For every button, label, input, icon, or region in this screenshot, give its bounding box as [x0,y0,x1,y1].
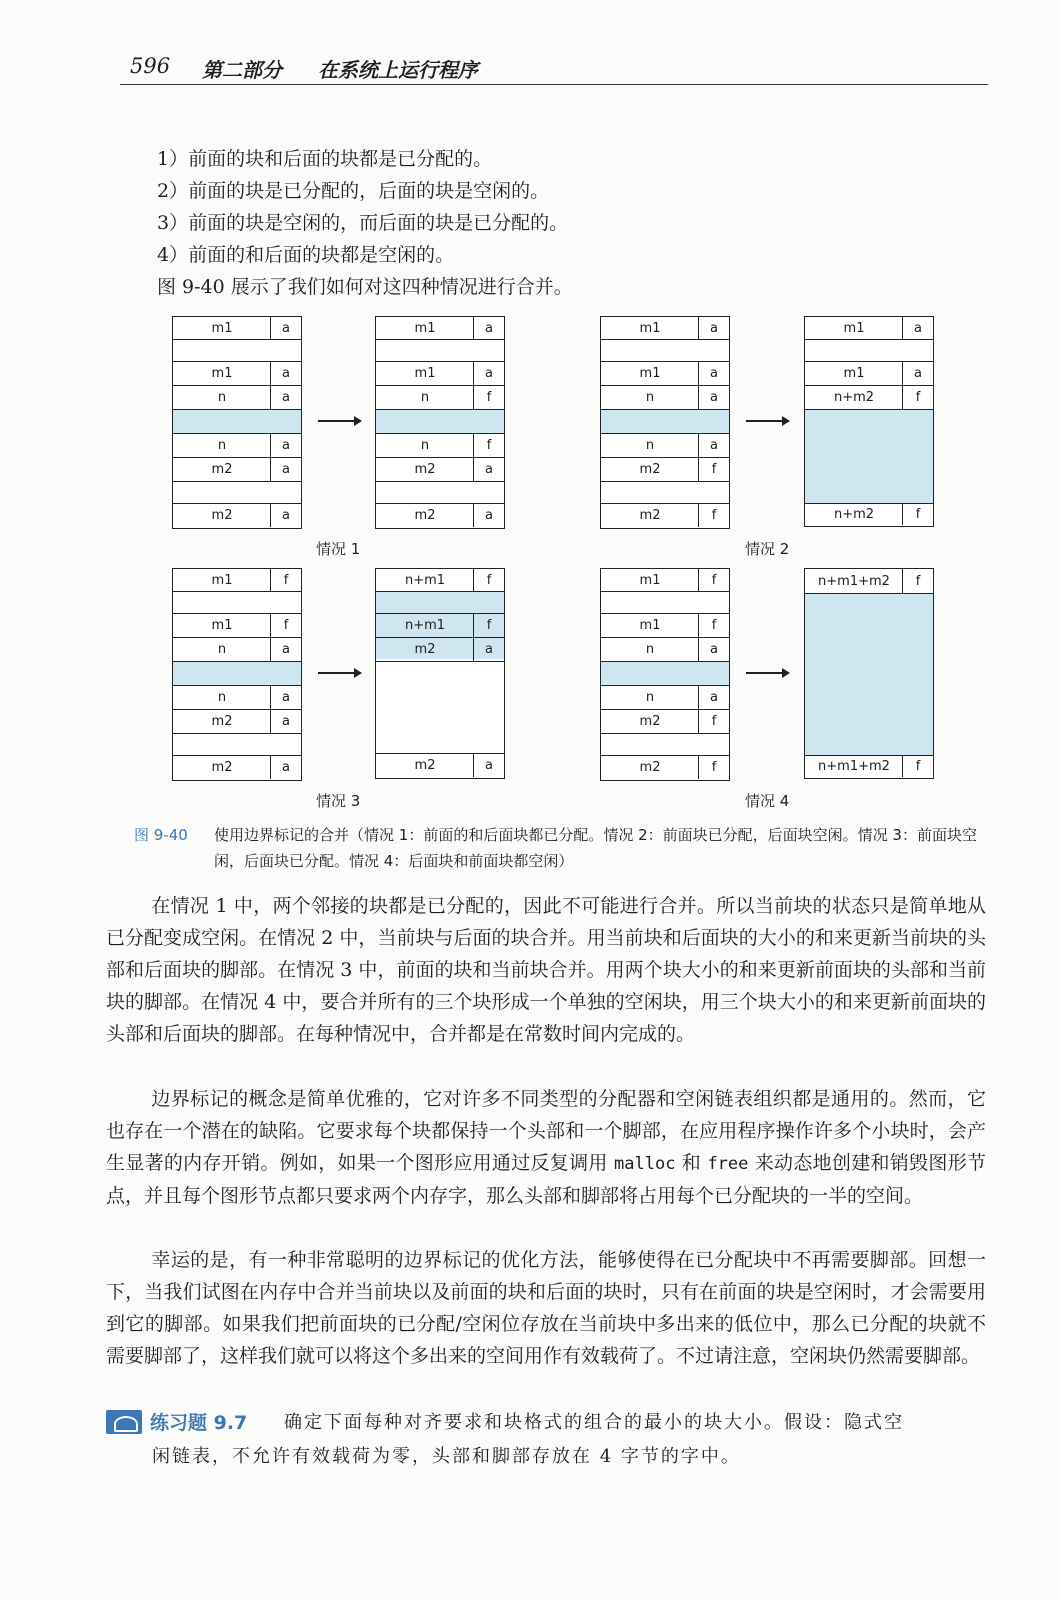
tag-row [601,361,729,385]
tag-row [601,637,729,661]
size-label: m1 [639,366,661,381]
size-label: m1 [639,320,661,336]
code-malloc: malloc [614,1154,676,1174]
size-label: m2 [639,462,661,477]
free-region [376,409,504,433]
tag-row [376,569,504,591]
size-label: m1 [639,572,661,588]
free-region [601,409,729,433]
alloc-bit: a [473,638,504,661]
size-label: n+m1+m2 [818,759,890,774]
tag-row [805,317,933,339]
tag-row [601,457,729,481]
alloc-bit: a [473,754,504,777]
free-region [173,409,301,433]
figure-intro: 图 9-40 展示了我们如何对这四种情况进行合并。 [157,276,573,298]
tag-row [376,433,504,457]
memory-block-before-case-4 [600,568,730,781]
tag-row [173,685,301,709]
alloc-bit: a [902,362,933,385]
case-label: 情况 1 [316,540,361,558]
alloc-bit: a [270,386,301,409]
size-label: m2 [211,462,233,477]
alloc-bit: f [902,504,933,525]
tag-row [601,317,729,339]
size-label: m2 [211,760,233,775]
memory-block-after-case-4 [804,568,934,779]
alloc-bit: a [698,686,729,709]
list-item: 1）前面的块和后面的块都是已分配的。 [157,148,493,170]
alloc-bit: f [902,756,933,777]
size-label: n [420,390,430,405]
tag-row [805,569,933,593]
size-label: n+m2 [833,507,875,522]
tag-row [173,457,301,481]
size-label: m2 [639,714,661,729]
tag-row [805,385,933,409]
size-label: m2 [414,642,436,657]
size-label: m1 [414,366,436,381]
alloc-bit: f [270,569,301,591]
size-label: n [645,690,655,705]
alloc-bit: a [270,362,301,385]
size-label: n+m1 [404,618,446,633]
alloc-bit: a [698,317,729,339]
payload-row [173,481,301,503]
alloc-bit: a [698,638,729,661]
tag-row [376,753,504,777]
size-label: m1 [211,366,233,381]
tag-row [376,613,504,637]
size-label: n [217,438,227,453]
alloc-bit: a [698,434,729,457]
practice-text-line1: 确定下面每种对齐要求和块格式的组合的最小的块大小。假设：隐式空 [284,1412,904,1433]
alloc-bit: a [473,362,504,385]
alloc-bit: f [473,569,504,591]
list-item: 4）前面的和后面的块都是空闲的。 [157,244,455,266]
tag-row [601,613,729,637]
free-region [601,661,729,685]
paragraph-text: 边界标记的概念是简单优雅的，它对许多不同类型的分配器和空闲链表组织都是通用的。然而，它也存在一个潜在的缺陷。它要求每个块都保持一个头部和一个脚部，在应用程序操作许多个小块时，会产生显著的内存开销。例如，如果一个图形应用通过反复调用 [106,1088,986,1174]
paragraph-text: 在情况 1 中，两个邻接的块都是已分配的，因此不可能进行合并。所以当前块的状态只是简单地从已分配变成空闲。在情况 2 中，当前块与后面的块合并。用当前块和后面块的大小的和来更新当前块的头部和后面块的脚部。在情况 3 中，前面的块和当前块合并。用两个块大小的和来更新前面块的头部和当前块的脚部。在情况 4 中，要合并所有的三个块形成一个单独的空闲块，用三个块大小的和来更新前面块的头部和后面块的脚部。在每种情况中，合并都是在常数时间内完成的。 [106,895,986,1045]
practice-title: 练习题 9.7 [150,1412,248,1434]
tag-row [601,755,729,779]
caption-text: 使用边界标记的合并（情况 1：前面的和后面块都已分配。情况 2：前面块已分配，后面块空闲。情况 3：前面块空闲，后面块已分配。情况 4：后面块和前面块都空闲） [214,826,977,870]
list-item: 3）前面的块是空闲的，而后面的块是已分配的。 [157,212,569,234]
alloc-bit: a [270,710,301,733]
tag-row [601,685,729,709]
payload-row [805,339,933,361]
size-label: m2 [211,508,233,523]
payload-row [173,339,301,361]
alloc-bit: f [473,386,504,409]
alloc-bit: a [473,317,504,339]
alloc-bit: f [473,434,504,457]
tag-row [173,503,301,527]
tag-row [601,385,729,409]
free-region [805,409,933,503]
size-label: m2 [414,508,436,523]
size-label: n [645,438,655,453]
tag-row [173,317,301,339]
tag-row [173,361,301,385]
memory-block-after-case-1 [375,316,505,529]
size-label: m2 [414,462,436,477]
tag-row [376,317,504,339]
alloc-bit: a [473,458,504,481]
size-label: m1 [639,618,661,633]
payload-row [173,591,301,613]
tag-row [805,755,933,777]
tag-row [173,613,301,637]
free-region [173,661,301,685]
alloc-bit: a [270,756,301,779]
tag-row [173,433,301,457]
payload-row [601,339,729,361]
part-title: 在系统上运行程序 [318,58,478,82]
tag-row [376,385,504,409]
tag-row [376,503,504,527]
tag-row [173,385,301,409]
tag-row [173,637,301,661]
tag-row [601,433,729,457]
alloc-bit: f [698,458,729,481]
alloc-bit: f [698,756,729,779]
size-label: n [217,390,227,405]
alloc-bit: f [698,710,729,733]
size-label: m1 [211,572,233,588]
tag-row [376,637,504,661]
tag-row [173,569,301,591]
case-label: 情况 2 [745,540,790,558]
size-label: n+m1 [404,572,446,588]
alloc-bit: a [698,362,729,385]
tag-row [376,361,504,385]
case-label: 情况 3 [316,792,361,810]
alloc-bit: a [270,686,301,709]
paragraph-optimization [106,1244,986,1372]
practice-text-line2: 闲链表，不允许有效载荷为零，头部和脚部存放在 4 字节的字中。 [152,1446,741,1467]
size-label: m2 [639,508,661,523]
transition-arrow [318,420,360,422]
size-label: m2 [414,758,436,773]
memory-block-after-case-2 [804,316,934,527]
size-label: n [420,438,430,453]
tag-row [173,755,301,779]
size-label: n [645,642,655,657]
alloc-bit: a [698,386,729,409]
size-label: n+m1+m2 [818,573,890,589]
caption-number: 图 9-40 [134,826,188,844]
code-free: free [707,1154,749,1174]
alloc-bit: f [698,569,729,591]
free-region [805,593,933,755]
size-label: m1 [211,618,233,633]
size-label: n [217,690,227,705]
alloc-bit: a [270,434,301,457]
payload-row [601,591,729,613]
list-item: 2）前面的块是已分配的，后面的块是空闲的。 [157,180,550,202]
alloc-bit: f [902,569,933,593]
transition-arrow [746,420,788,422]
alloc-bit: f [473,614,504,637]
size-label: n+m2 [833,390,875,405]
size-label: m1 [211,320,233,336]
payload-row [173,733,301,755]
payload-row [601,733,729,755]
paragraph-text: 幸运的是，有一种非常聪明的边界标记的优化方法，能够使得在已分配块中不再需要脚部。回想一下，当我们试图在内存中合并当前块以及前面的块和后面的块时，只有在前面的块是空闲时，才会需要用到它的脚部。如果我们把前面块的已分配/空闲位存放在当前块中多出来的低位中，那么已分配的块就不需要脚部了，这样我们就可以将这个多出来的空间用作有效载荷了。不过请注意，空闲块仍然需要脚部。 [106,1249,986,1367]
part-label: 第二部分 [202,58,282,82]
tag-row [601,709,729,733]
tag-row [376,457,504,481]
running-header [120,52,988,85]
size-label: n [645,390,655,405]
alloc-bit: f [270,614,301,637]
payload-row [601,481,729,503]
transition-arrow [318,672,360,674]
page-number: 596 [130,54,171,78]
size-label: m1 [414,320,436,336]
alloc-bit: a [270,458,301,481]
size-label: n [217,642,227,657]
tag-row [805,503,933,525]
memory-block-before-case-1 [172,316,302,529]
alloc-bit: a [270,638,301,661]
transition-arrow [746,672,788,674]
memory-block-before-case-2 [600,316,730,529]
case-label: 情况 4 [745,792,790,810]
alloc-bit: a [270,504,301,527]
payload-row [376,661,504,753]
size-label: m1 [843,366,865,381]
paragraph-text: 来动态地创建和销毁图形节点，并且每个图形节点都只要求两个内存字，那么头部和脚部将占用每个已分配块的一半的空间。 [106,1152,986,1207]
size-label: m1 [843,320,865,336]
alloc-bit: f [698,614,729,637]
tag-row [173,709,301,733]
tag-row [601,569,729,591]
alloc-bit: f [902,386,933,409]
practice-icon [106,1410,142,1434]
paragraph-boundary-tags [106,1083,986,1212]
payload-row [376,481,504,503]
tag-row [805,361,933,385]
paragraph-cases [106,890,986,1050]
size-label: m2 [211,714,233,729]
size-label: m2 [639,760,661,775]
alloc-bit: f [698,504,729,527]
alloc-bit: a [902,317,933,339]
tag-row [601,503,729,527]
alloc-bit: a [270,317,301,339]
memory-block-before-case-3 [172,568,302,781]
payload-row [376,339,504,361]
paragraph-text: 和 [675,1152,708,1174]
alloc-bit: a [473,504,504,527]
memory-block-after-case-3 [375,568,505,779]
